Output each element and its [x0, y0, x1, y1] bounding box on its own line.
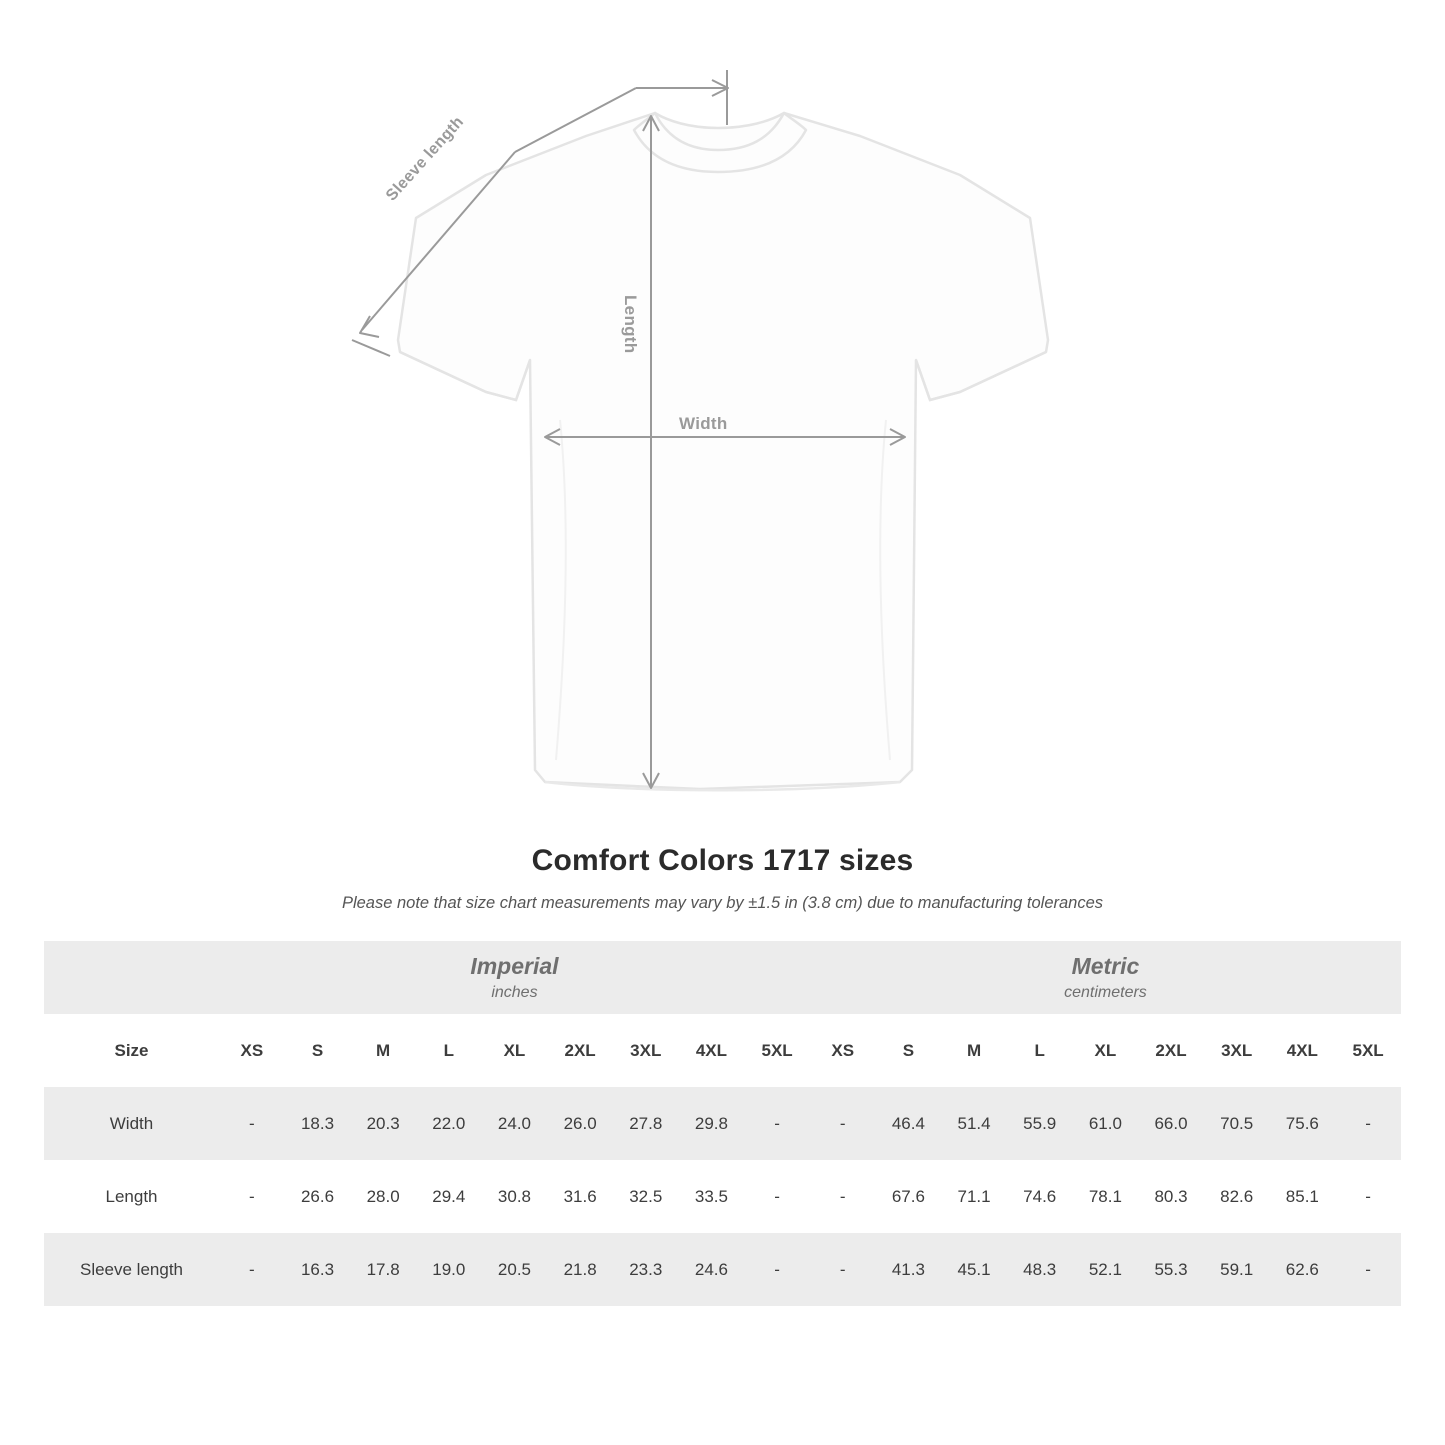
size-header-imperial-xl: XL: [482, 1014, 548, 1087]
row-label-width: Width: [44, 1087, 219, 1160]
unit-name: Imperial: [470, 952, 559, 979]
cell-metric: 75.6: [1270, 1087, 1336, 1160]
size-header-imperial-5xl: 5XL: [744, 1014, 810, 1087]
unit-header-metric: [810, 941, 1401, 1014]
size-table-wrapper: [44, 941, 1401, 1306]
cell-metric: 70.5: [1204, 1087, 1270, 1160]
cell-metric: 62.6: [1270, 1233, 1336, 1306]
cell-metric: -: [1335, 1087, 1401, 1160]
cell-imperial: -: [219, 1160, 285, 1233]
sleeve-length-dimension-label: Sleeve length: [383, 113, 468, 205]
size-column-header: Size: [44, 1014, 219, 1087]
table-unit-header-row: [44, 941, 1401, 1014]
cell-imperial: 27.8: [613, 1087, 679, 1160]
cell-metric: -: [810, 1087, 876, 1160]
cell-metric: 74.6: [1007, 1160, 1073, 1233]
cell-metric: 46.4: [876, 1087, 942, 1160]
cell-imperial: 29.8: [679, 1087, 745, 1160]
size-header-metric-4xl: 4XL: [1270, 1014, 1336, 1087]
cell-metric: 80.3: [1138, 1160, 1204, 1233]
cell-imperial: 26.0: [547, 1087, 613, 1160]
cell-imperial: -: [744, 1233, 810, 1306]
cell-imperial: -: [744, 1160, 810, 1233]
cell-imperial: 19.0: [416, 1233, 482, 1306]
size-header-metric-5xl: 5XL: [1335, 1014, 1401, 1087]
title-block: [0, 844, 1445, 913]
size-header-imperial-m: M: [350, 1014, 416, 1087]
size-header-metric-s: S: [876, 1014, 942, 1087]
table-row: [44, 1233, 1401, 1306]
cell-imperial: 32.5: [613, 1160, 679, 1233]
cell-metric: 41.3: [876, 1233, 942, 1306]
cell-metric: 51.4: [941, 1087, 1007, 1160]
cell-imperial: -: [744, 1087, 810, 1160]
cell-imperial: 22.0: [416, 1087, 482, 1160]
cell-metric: 48.3: [1007, 1233, 1073, 1306]
size-header-imperial-2xl: 2XL: [547, 1014, 613, 1087]
size-header-metric-2xl: 2XL: [1138, 1014, 1204, 1087]
length-dimension-label: Length: [621, 295, 640, 354]
size-header-metric-m: M: [941, 1014, 1007, 1087]
cell-imperial: -: [219, 1233, 285, 1306]
size-header-metric-l: L: [1007, 1014, 1073, 1087]
cell-imperial: 29.4: [416, 1160, 482, 1233]
tshirt-shape: [398, 113, 1048, 790]
size-table: [44, 941, 1401, 1306]
cell-imperial: 16.3: [285, 1233, 351, 1306]
size-header-metric-3xl: 3XL: [1204, 1014, 1270, 1087]
cell-imperial: 28.0: [350, 1160, 416, 1233]
unit-header-spacer: [44, 941, 219, 1014]
size-header-imperial-s: S: [285, 1014, 351, 1087]
tolerance-note: Please note that size chart measurements may vary by ±1.5 in (3.8 cm) due to manufacturing tolerances: [341, 894, 1104, 912]
cell-imperial: 31.6: [547, 1160, 613, 1233]
cell-imperial: 21.8: [547, 1233, 613, 1306]
size-header-metric-xl: XL: [1073, 1014, 1139, 1087]
cell-imperial: 30.8: [482, 1160, 548, 1233]
size-header-imperial-4xl: 4XL: [679, 1014, 745, 1087]
cell-imperial: 23.3: [613, 1233, 679, 1306]
table-size-header-row: [44, 1014, 1401, 1087]
cell-metric: -: [1335, 1160, 1401, 1233]
size-header-imperial-3xl: 3XL: [613, 1014, 679, 1087]
cell-metric: 55.9: [1007, 1087, 1073, 1160]
cell-metric: 67.6: [876, 1160, 942, 1233]
cell-metric: -: [1335, 1233, 1401, 1306]
cell-metric: 85.1: [1270, 1160, 1336, 1233]
cell-imperial: 17.8: [350, 1233, 416, 1306]
cell-metric: -: [810, 1233, 876, 1306]
cell-imperial: 33.5: [679, 1160, 745, 1233]
page-title: Comfort Colors 1717 sizes: [531, 844, 914, 877]
cell-metric: 61.0: [1073, 1087, 1139, 1160]
cell-metric: 55.3: [1138, 1233, 1204, 1306]
cell-imperial: -: [219, 1087, 285, 1160]
cell-metric: 52.1: [1073, 1233, 1139, 1306]
cell-metric: 82.6: [1204, 1160, 1270, 1233]
cell-imperial: 24.0: [482, 1087, 548, 1160]
width-dimension-label: Width: [679, 414, 728, 433]
cell-imperial: 24.6: [679, 1233, 745, 1306]
row-label-sleeve-length: Sleeve length: [44, 1233, 219, 1306]
size-header-metric-xs: XS: [810, 1014, 876, 1087]
cell-imperial: 20.3: [350, 1087, 416, 1160]
cell-metric: 78.1: [1073, 1160, 1139, 1233]
size-header-imperial-xs: XS: [219, 1014, 285, 1087]
unit-header-imperial: [219, 941, 810, 1014]
cell-metric: 59.1: [1204, 1233, 1270, 1306]
table-row: [44, 1160, 1401, 1233]
unit-subtitle: centimeters: [1064, 984, 1147, 1002]
cell-imperial: 18.3: [285, 1087, 351, 1160]
size-header-imperial-l: L: [416, 1014, 482, 1087]
cell-metric: 45.1: [941, 1233, 1007, 1306]
table-row: [44, 1087, 1401, 1160]
cell-imperial: 26.6: [285, 1160, 351, 1233]
unit-name: Metric: [1071, 952, 1140, 979]
cell-metric: -: [810, 1160, 876, 1233]
cell-metric: 66.0: [1138, 1087, 1204, 1160]
row-label-length: Length: [44, 1160, 219, 1233]
cell-metric: 71.1: [941, 1160, 1007, 1233]
unit-subtitle: inches: [491, 984, 538, 1002]
cell-imperial: 20.5: [482, 1233, 548, 1306]
